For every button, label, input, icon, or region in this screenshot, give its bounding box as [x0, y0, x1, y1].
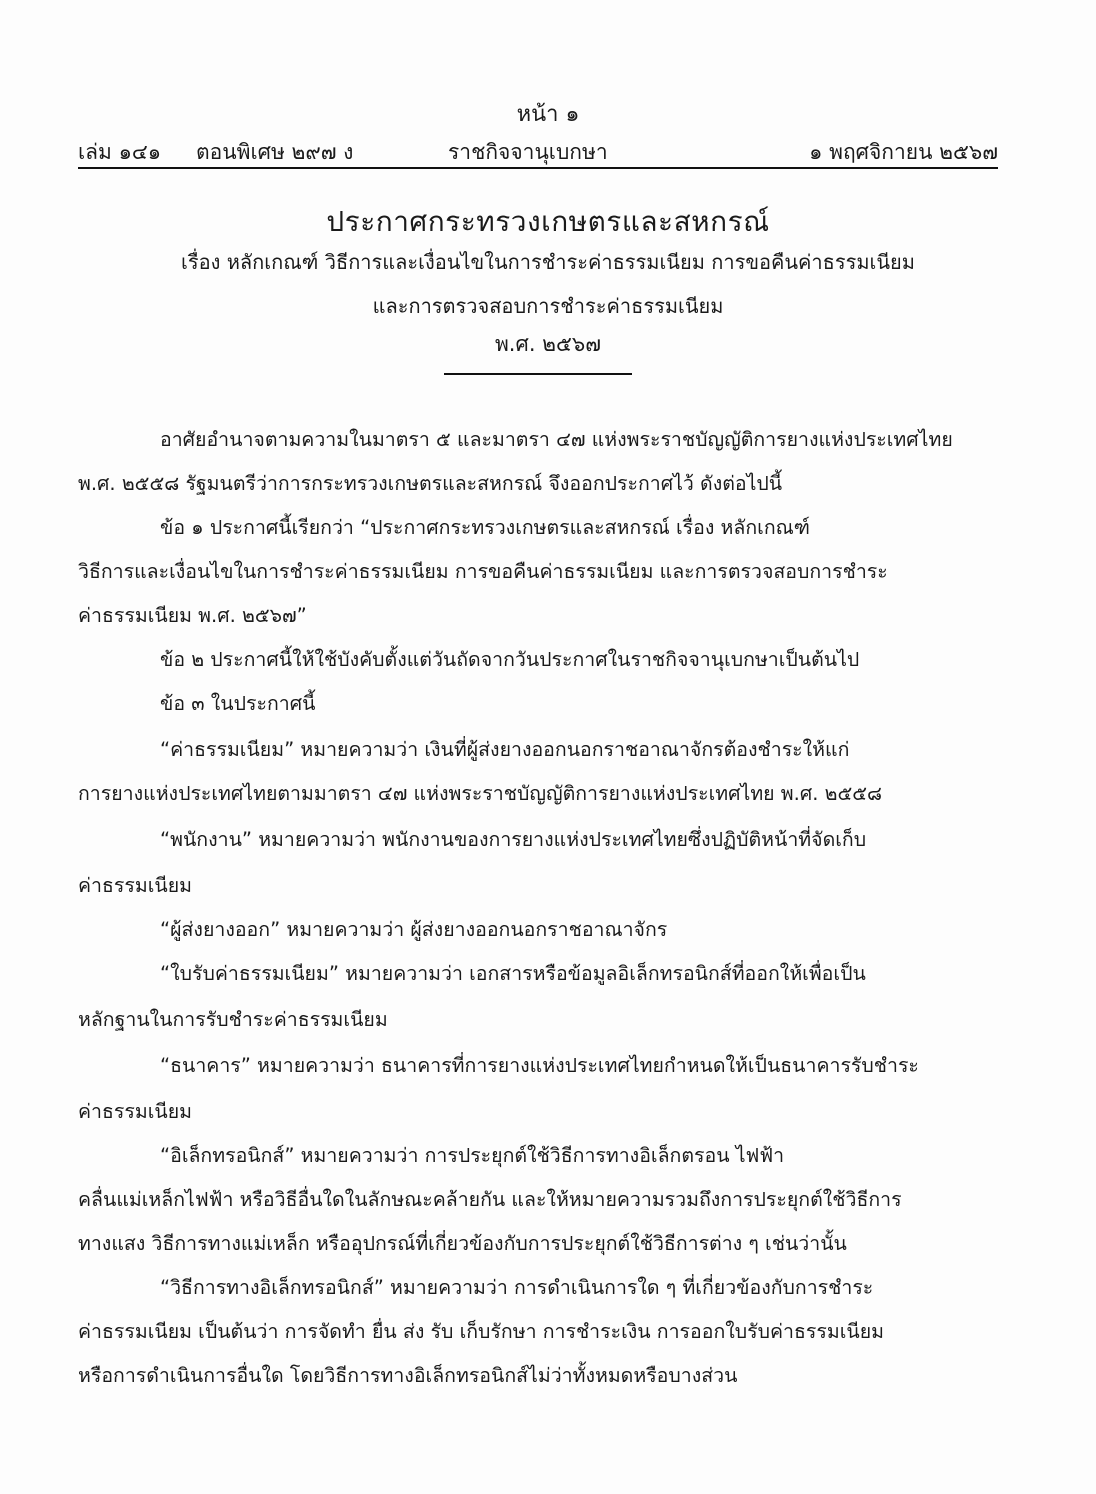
document-year: พ.ศ. ๒๕๖๗ [494, 332, 602, 356]
body-line: ค่าธรรมเนียม [78, 874, 192, 897]
body-line: ข้อ ๓ ในประกาศนี้ [160, 692, 316, 715]
page-number: หน้า ๑ [516, 102, 580, 127]
body-line: ค่าธรรมเนียม พ.ศ. ๒๕๖๗” [78, 604, 307, 627]
body-line: คลื่นแม่เหล็กไฟฟ้า หรือวิธีอื่นใดในลักษณะคล้ายกัน และให้หมายความรวมถึงการประยุกต์ใช้วิธีการ [78, 1188, 902, 1211]
subject-line: และการตรวจสอบการชำระค่าธรรมเนียม [372, 294, 724, 318]
body-line: “วิธีการทางอิเล็กทรอนิกส์” หมายความว่า การดำเนินการใด ๆ ที่เกี่ยวข้องกับการชำระ [160, 1276, 874, 1299]
body-line: ข้อ ๑ ประกาศนี้เรียกว่า “ประกาศกระทรวงเกษตรและสหกรณ์ เรื่อง หลักเกณฑ์ [160, 516, 810, 539]
header-divider [78, 167, 998, 169]
body-line: การยางแห่งประเทศไทยตามมาตรา ๔๗ แห่งพระราชบัญญัติการยางแห่งประเทศไทย พ.ศ. ๒๕๕๘ [78, 782, 883, 805]
body-line: ทางแสง วิธีการทางแม่เหล็ก หรืออุปกรณ์ที่เกี่ยวข้องกับการประยุกต์ใช้วิธีการต่าง ๆ เช่นว่านั้น [78, 1232, 847, 1255]
body-line: วิธีการและเงื่อนไขในการชำระค่าธรรมเนียม การขอคืนค่าธรรมเนียม และการตรวจสอบการชำระ [78, 560, 888, 583]
body-line: “ผู้ส่งยางออก” หมายความว่า ผู้ส่งยางออกนอกราชอาณาจักร [160, 918, 668, 941]
body-line: หลักฐานในการรับชำระค่าธรรมเนียม [78, 1008, 388, 1031]
body-line: “อิเล็กทรอนิกส์” หมายความว่า การประยุกต์ใช้วิธีการทางอิเล็กตรอน ไฟฟ้า [160, 1144, 785, 1167]
title-divider [444, 373, 632, 375]
body-line: ค่าธรรมเนียม เป็นต้นว่า การจัดทำ ยื่น ส่ง รับ เก็บรักษา การชำระเงิน การออกใบรับค่าธรรมเนียม [78, 1320, 884, 1343]
document-title: ประกาศกระทรวงเกษตรและสหกรณ์ [326, 205, 770, 238]
gazette-name: ราชกิจจานุเบกษา [448, 140, 608, 164]
document-subject [0, 240, 1096, 328]
issue-number: ตอนพิเศษ ๒๙๗ ง [196, 140, 354, 164]
body-line: พ.ศ. ๒๕๕๘ รัฐมนตรีว่าการกระทรวงเกษตรและสหกรณ์ จึงออกประกาศไว้ ดังต่อไปนี้ [78, 472, 783, 495]
body-line: ค่าธรรมเนียม [78, 1100, 192, 1123]
body-line: อาศัยอำนาจตามความในมาตรา ๕ และมาตรา ๔๗ แห่งพระราชบัญญัติการยางแห่งประเทศไทย [160, 428, 953, 451]
body-line: “ใบรับค่าธรรมเนียม” หมายความว่า เอกสารหรือข้อมูลอิเล็กทรอนิกส์ที่ออกให้เพื่อเป็น [160, 962, 866, 985]
subject-line: เรื่อง หลักเกณฑ์ วิธีการและเงื่อนไขในการชำระค่าธรรมเนียม การขอคืนค่าธรรมเนียม [181, 250, 915, 274]
body-line: “พนักงาน” หมายความว่า พนักงานของการยางแห่งประเทศไทยซึ่งปฏิบัติหน้าที่จัดเก็บ [160, 828, 867, 851]
body-line: “ธนาคาร” หมายความว่า ธนาคารที่การยางแห่งประเทศไทยกำหนดให้เป็นธนาคารรับชำระ [160, 1054, 919, 1077]
body-line: ข้อ ๒ ประกาศนี้ให้ใช้บังคับตั้งแต่วันถัดจากวันประกาศในราชกิจจานุเบกษาเป็นต้นไป [160, 648, 860, 671]
gazette-header [78, 136, 998, 168]
publication-date: ๑ พฤศจิกายน ๒๕๖๗ [809, 140, 998, 164]
body-line: “ค่าธรรมเนียม” หมายความว่า เงินที่ผู้ส่งยางออกนอกราชอาณาจักรต้องชำระให้แก่ [160, 738, 850, 761]
volume-number: เล่ม ๑๔๑ [78, 140, 162, 164]
body-line: หรือการดำเนินการอื่นใด โดยวิธีการทางอิเล็กทรอนิกส์ไม่ว่าทั้งหมดหรือบางส่วน [78, 1364, 738, 1387]
